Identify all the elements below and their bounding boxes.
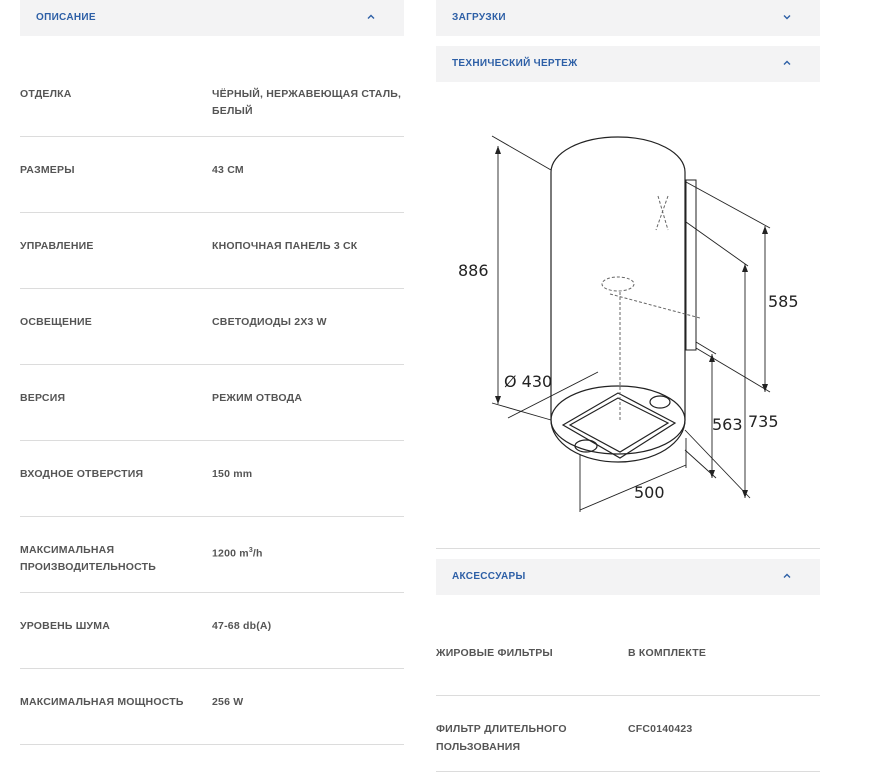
spec-row-noise <box>20 593 404 669</box>
accordion-technical-drawing-label: ТЕХНИЧЕСКИЙ ЧЕРТЕЖ <box>452 58 578 69</box>
technical-drawing <box>436 112 820 522</box>
chevron-up-icon <box>364 10 378 24</box>
spec-key: МАКСИМАЛЬНАЯ МОЩНОСТЬ <box>20 696 184 708</box>
accordion-downloads-label: ЗАГРУЗКИ <box>452 12 506 23</box>
spec-key: ОСВЕЩЕНИЕ <box>20 316 92 328</box>
spec-value: РЕЖИМ ОТВОДА <box>212 392 303 404</box>
spec-key: ВЕРСИЯ <box>20 392 66 404</box>
chevron-up-icon <box>780 569 794 583</box>
spec-row-control <box>20 213 404 289</box>
spec-key-line2: ПРОИЗВОДИТЕЛЬНОСТЬ <box>20 561 157 573</box>
spec-key: УПРАВЛЕНИЕ <box>20 240 94 252</box>
chevron-up-icon <box>780 56 794 70</box>
spec-row-lighting <box>20 289 404 365</box>
chevron-down-icon <box>780 10 794 24</box>
spec-value <box>212 542 263 563</box>
spec-row-finish <box>20 60 404 137</box>
accessory-key: ФИЛЬТР ДЛИТЕЛЬНОГО <box>436 723 567 735</box>
spec-value: ЧЁРНЫЙ, НЕРЖАВЕЮЩАЯ СТАЛЬ, <box>212 88 402 100</box>
accordion-description[interactable] <box>20 0 404 36</box>
dim-upper: 585 <box>768 292 799 311</box>
spec-row-power <box>20 669 404 745</box>
spec-value: 150 mm <box>212 468 253 480</box>
accordion-accessories[interactable] <box>436 559 820 595</box>
accessory-value: В КОМПЛЕКТЕ <box>628 647 707 659</box>
spec-row-dimensions <box>20 137 404 213</box>
accordion-technical-drawing[interactable] <box>436 46 820 82</box>
dim-diameter: Ø 430 <box>504 372 553 391</box>
spec-row-capacity <box>20 517 404 593</box>
accessory-row-grease-filters <box>436 620 820 696</box>
spec-value: СВЕТОДИОДЫ 2X3 W <box>212 316 327 328</box>
accordion-accessories-label: АКСЕССУАРЫ <box>452 571 526 582</box>
accordion-downloads[interactable] <box>436 0 820 36</box>
accessory-key-line2: ПОЛЬЗОВАНИЯ <box>436 741 521 753</box>
spec-key: ВХОДНОЕ ОТВЕРСТИЯ <box>20 468 144 480</box>
spec-value-line2: БЕЛЫЙ <box>212 105 253 117</box>
spec-value: 43 СМ <box>212 164 244 176</box>
drawing-divider <box>436 548 820 549</box>
spec-value: 256 W <box>212 696 244 708</box>
capacity-number: 1200 m <box>212 547 249 560</box>
capacity-sup: 3 <box>248 547 253 554</box>
spec-key: МАКСИМАЛЬНАЯ <box>20 544 115 556</box>
spec-value: 47-68 db(A) <box>212 620 272 632</box>
spec-value: КНОПОЧНАЯ ПАНЕЛЬ 3 СК <box>212 240 358 252</box>
hood-cylinder <box>551 137 685 420</box>
spec-key: ОТДЕЛКА <box>20 88 72 100</box>
accessory-key: ЖИРОВЫЕ ФИЛЬТРЫ <box>436 647 553 659</box>
spec-row-inlet <box>20 441 404 517</box>
dim-width: 500 <box>634 483 665 502</box>
dim-lower: 563 <box>712 415 743 434</box>
dim-depth-height: 735 <box>748 412 779 431</box>
spec-key: УРОВЕНЬ ШУМА <box>20 620 111 632</box>
accordion-description-label: ОПИСАНИЕ <box>36 12 96 23</box>
accessory-value: CFC0140423 <box>628 723 693 735</box>
spec-row-version <box>20 365 404 441</box>
accessory-row-long-life-filter <box>436 696 820 772</box>
capacity-unit: /h <box>252 547 263 560</box>
spec-key: РАЗМЕРЫ <box>20 164 75 176</box>
dim-total-height: 886 <box>458 261 489 280</box>
